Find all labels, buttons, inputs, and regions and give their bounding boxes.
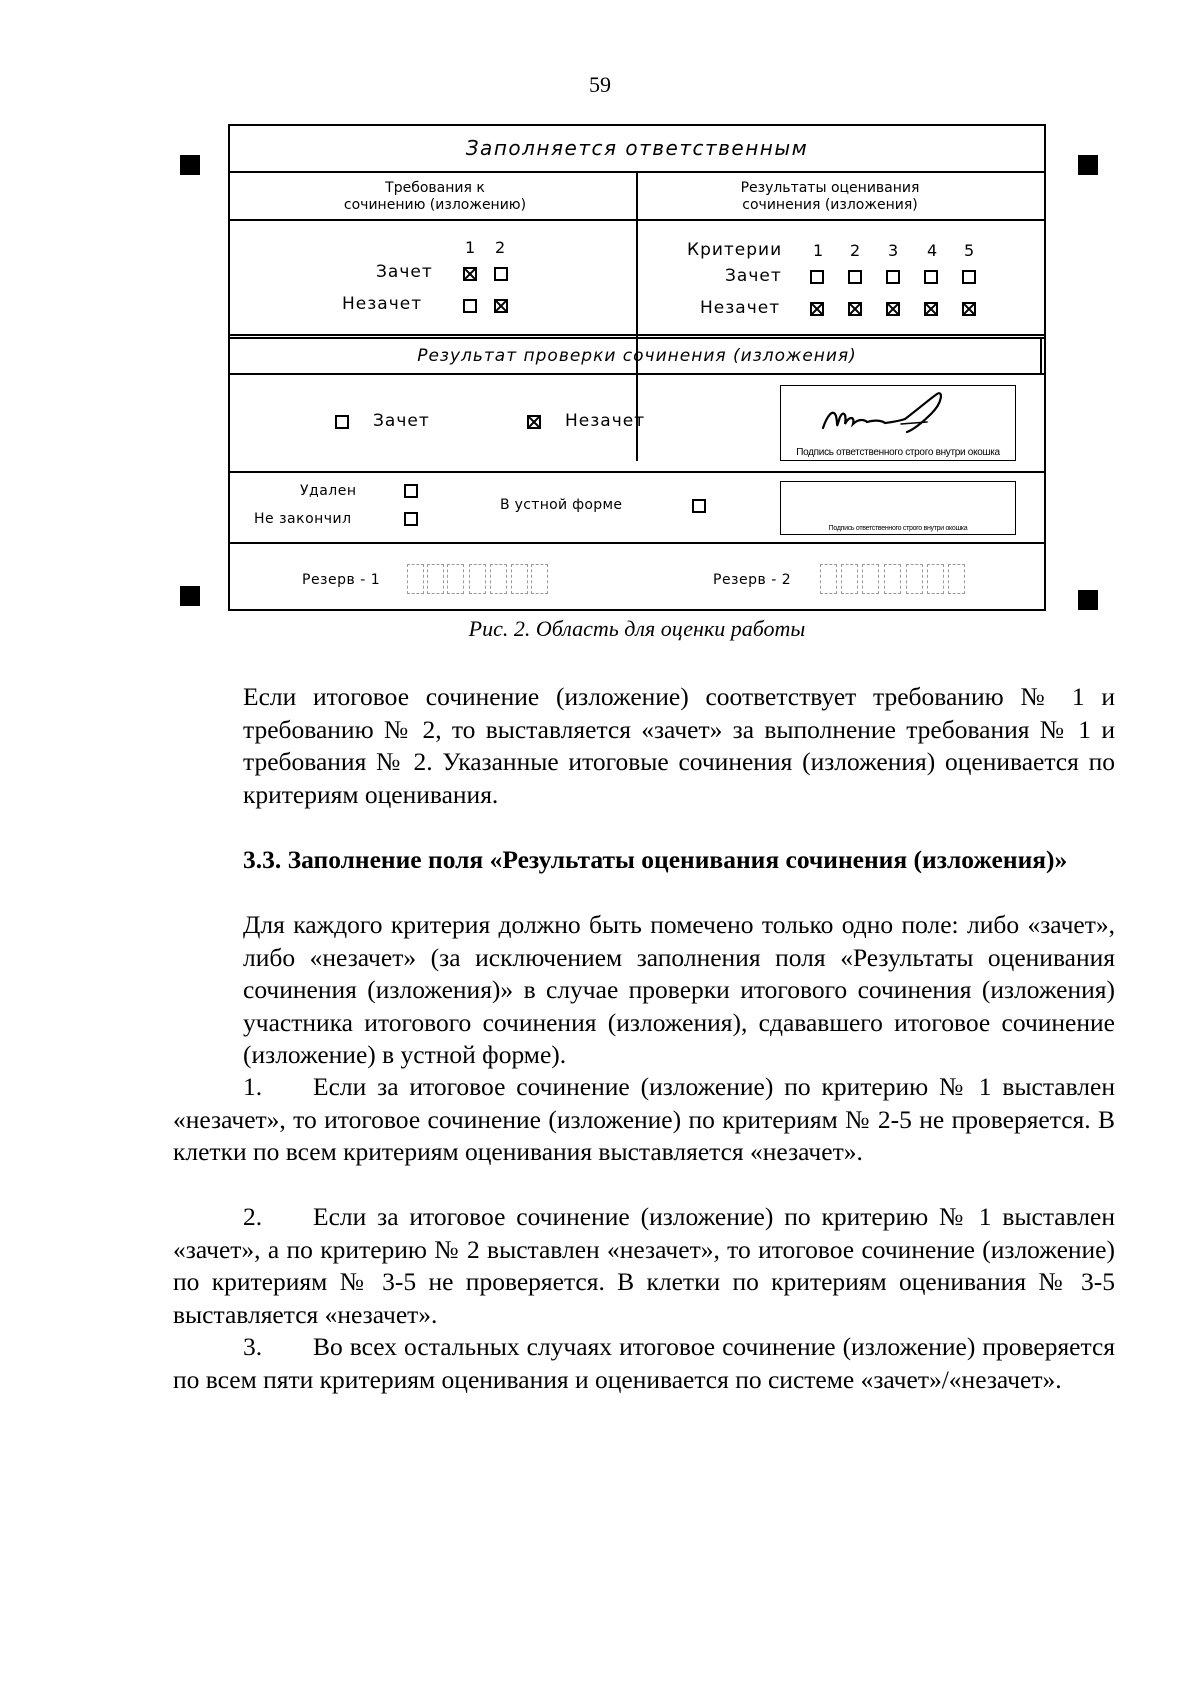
list-item-1 bbox=[173, 1071, 1115, 1169]
reserve2-label: Резерв - 2 bbox=[713, 572, 792, 588]
section-heading: 3.3. Заполнение поля «Результаты оценивания сочинения (изложения)» bbox=[243, 845, 1068, 874]
results-title-line2: сочинения (изложения) bbox=[742, 197, 918, 213]
list-item-1-num: 1. bbox=[243, 1072, 263, 1101]
criteria-number-1: 1 bbox=[813, 241, 824, 260]
evaluation-form bbox=[228, 124, 1046, 611]
req-column-1: 1 bbox=[465, 238, 476, 257]
list-item-2 bbox=[173, 1201, 1115, 1331]
form-header: Заполняется ответственным bbox=[465, 136, 809, 160]
req2-fail-checkbox[interactable] bbox=[494, 299, 508, 313]
alignment-marker-top-left bbox=[180, 155, 200, 175]
crit2-fail-checkbox[interactable] bbox=[848, 302, 862, 316]
result-pass-label: Зачет bbox=[373, 411, 430, 431]
requirements-title bbox=[270, 180, 600, 214]
alignment-marker-top-right bbox=[1078, 155, 1098, 175]
alignment-marker-bottom-right bbox=[1078, 590, 1098, 610]
reserve2-field[interactable] bbox=[820, 564, 970, 596]
crit-pass-label: Зачет bbox=[725, 266, 782, 286]
figure-caption: Рис. 2. Область для оценки работы bbox=[468, 616, 806, 641]
crit5-fail-checkbox[interactable] bbox=[962, 302, 976, 316]
criteria-number-4: 4 bbox=[927, 241, 938, 260]
crit-fail-label: Незачет bbox=[700, 298, 781, 318]
req-pass-label: Зачет bbox=[376, 262, 433, 282]
crit2-pass-checkbox[interactable] bbox=[848, 270, 862, 284]
criteria-number-2: 2 bbox=[850, 241, 861, 260]
oral-checkbox[interactable] bbox=[692, 499, 706, 513]
requirements-title-line1: Требования к bbox=[385, 180, 485, 196]
criteria-number-5: 5 bbox=[964, 241, 975, 260]
not-finished-checkbox[interactable] bbox=[404, 512, 418, 526]
list-item-3 bbox=[173, 1331, 1115, 1396]
removed-checkbox[interactable] bbox=[404, 484, 418, 498]
crit1-pass-checkbox[interactable] bbox=[810, 270, 824, 284]
req1-pass-checkbox[interactable] bbox=[463, 267, 477, 281]
not-finished-label: Не закончил bbox=[254, 511, 352, 527]
signature-caption: Подпись ответственного строго внутри окошка bbox=[796, 447, 1000, 458]
signature-box[interactable] bbox=[780, 385, 1016, 461]
paragraph-2 bbox=[173, 909, 1115, 1072]
signature-caption-small: Подпись ответственного строго внутри окошка bbox=[828, 525, 968, 532]
criteria-label: Критерии bbox=[687, 240, 783, 260]
crit4-pass-checkbox[interactable] bbox=[924, 270, 938, 284]
list-item-2-text: Если за итоговое сочинение (изложение) по критерию № 1 выставлен «зачет», а по критерию № 2 выставлен «незачет», то итоговое сочинение (изложение) по критериям № 3-5 не проверяется. В клетки по критериям оценивания № 3-5 выставляется «незачет». bbox=[173, 1202, 1115, 1329]
crit5-pass-checkbox[interactable] bbox=[962, 270, 976, 284]
oral-label: В устной форме bbox=[500, 497, 623, 513]
list-item-2-num: 2. bbox=[243, 1202, 263, 1231]
list-item-1-line bbox=[173, 1071, 1115, 1169]
crit1-fail-checkbox[interactable] bbox=[810, 302, 824, 316]
list-item-2-line bbox=[173, 1201, 1115, 1331]
req-fail-label: Незачет bbox=[342, 294, 423, 314]
list-item-3-text: Во всех остальных случаях итоговое сочинение (изложение) проверяется по всем пяти критериям оценивания и оценивается по системе «зачет»/«незачет». bbox=[173, 1332, 1115, 1394]
crit3-fail-checkbox[interactable] bbox=[886, 302, 900, 316]
result-pass-checkbox[interactable] bbox=[335, 415, 349, 429]
reserve1-label: Резерв - 1 bbox=[302, 572, 381, 588]
req-column-2: 2 bbox=[495, 238, 506, 257]
check-result-title: Результат проверки сочинения (изложения) bbox=[417, 346, 857, 366]
results-title-line1: Результаты оценивания bbox=[740, 180, 920, 196]
result-fail-label: Незачет bbox=[565, 411, 646, 431]
reserve1-field[interactable] bbox=[407, 564, 547, 596]
paragraph-2-text: Для каждого критерия должно быть помечено только одно поле: либо «зачет», либо «незачет» (за исключением заполнения поля «Результаты оценивания сочинения (изложения)» в случае проверки итогового сочинения (изложения) участника итогового сочинения (изложения), сдававшего итоговое сочинение (изложение) в устной форме). bbox=[243, 910, 1115, 1069]
removed-label: Удален bbox=[300, 483, 357, 499]
paragraph-1-text: Если итоговое сочинение (изложение) соответствует требованию № 1 и требованию № 2, то выставляется «зачет» за выполнение требования № 1 и требования № 2. Указанные итоговые сочинения (изложения) оценивается по критериям оценивания. bbox=[243, 682, 1115, 809]
signature-box-small[interactable] bbox=[780, 481, 1016, 535]
list-item-1-text: Если за итоговое сочинение (изложение) по критерию № 1 выставлен «незачет», то итоговое сочинение (изложение) по критериям № 2-5 не проверяется. В клетки по всем критериям оценивания выставляется «незачет». bbox=[173, 1072, 1115, 1166]
alignment-marker-bottom-left bbox=[180, 586, 200, 606]
list-item-3-line bbox=[173, 1331, 1115, 1396]
criteria-number-3: 3 bbox=[888, 241, 899, 260]
signature-image bbox=[781, 386, 1017, 446]
crit4-fail-checkbox[interactable] bbox=[924, 302, 938, 316]
req2-pass-checkbox[interactable] bbox=[494, 267, 508, 281]
crit3-pass-checkbox[interactable] bbox=[886, 270, 900, 284]
list-item-3-num: 3. bbox=[243, 1332, 263, 1361]
req1-fail-checkbox[interactable] bbox=[463, 299, 477, 313]
result-fail-checkbox[interactable] bbox=[527, 415, 541, 429]
results-title bbox=[630, 180, 1030, 214]
paragraph-1 bbox=[173, 681, 1115, 811]
page-number: 59 bbox=[589, 72, 611, 97]
requirements-title-line2: сочинению (изложению) bbox=[343, 197, 527, 213]
